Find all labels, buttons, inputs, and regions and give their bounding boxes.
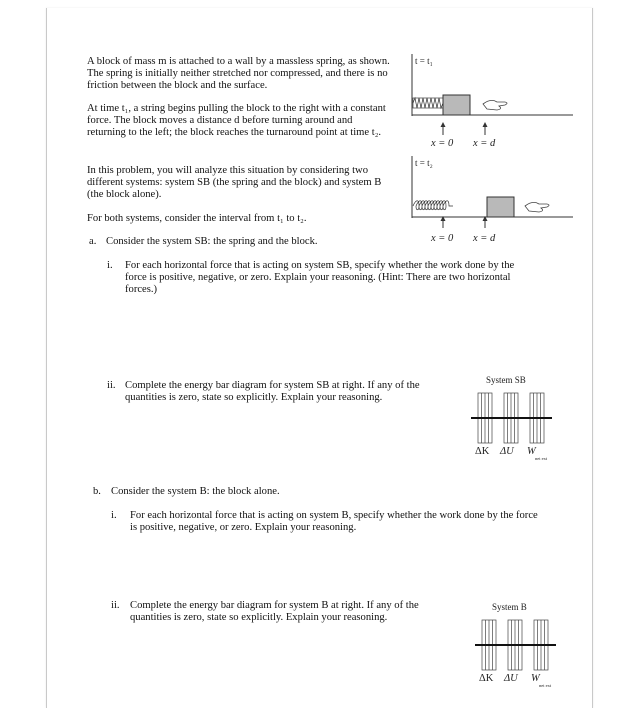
label-dk: ΔK	[479, 673, 494, 684]
diagram-title-b: System B	[492, 602, 527, 612]
x0-label-top: x = 0	[431, 138, 454, 147]
part-b-marker: b.	[93, 486, 101, 497]
part-b-ii-marker: ii.	[111, 600, 120, 611]
label-dk: ΔK	[475, 446, 490, 457]
energy-bar-diagram-sb[interactable]	[467, 371, 562, 466]
intro-paragraph-4: For both systems, consider the interval from t₁ to t₂.	[87, 213, 307, 224]
label-w-sub: net ext	[535, 456, 548, 461]
intro-paragraph-3: In this problem, you will analyze this situation by considering two different systems: system SB (the spring and the block) and system B (the block alone).	[87, 165, 382, 201]
part-b-title: Consider the system B: the block alone.	[111, 486, 280, 497]
diagram-title-sb: System SB	[486, 375, 526, 385]
worksheet-page	[46, 8, 593, 708]
label-w-sub: net ext	[539, 683, 552, 688]
spring-block-figure-t1	[405, 52, 577, 147]
x0-label-bottom: x = 0	[431, 233, 454, 244]
energy-bar-diagram-b[interactable]	[471, 598, 566, 693]
time-label-t2: t = t₂	[415, 158, 433, 168]
label-w: W	[531, 673, 540, 684]
xd-label-top: x = d	[473, 138, 496, 147]
time-label-t1: t = t₁	[415, 56, 433, 66]
part-b-i-marker: i.	[111, 510, 117, 521]
spring-block-figure-t2	[405, 154, 577, 246]
part-a-i-text: For each horizontal force that is acting on system SB, specify whether the work done by the force is positive, negative, or zero. Explain your reasoning. (Hint: There are two horizontal forces.)	[125, 260, 515, 296]
label-du: ΔU	[500, 446, 514, 457]
part-a-i-marker: i.	[107, 260, 113, 271]
part-b-i-text: For each horizontal force that is acting on system B, specify whether the work done by the force is positive, negative, or zero. Explain your reasoning.	[130, 510, 538, 534]
intro-paragraph-1: A block of mass m is attached to a wall by a massless spring, as shown. The spring is initially neither stretched nor compressed, and there is no friction between the block and the surface.	[87, 56, 390, 92]
label-du: ΔU	[504, 673, 518, 684]
part-a-marker: a.	[89, 236, 97, 247]
part-a-title: Consider the system SB: the spring and the block.	[106, 236, 318, 247]
part-b-ii-text: Complete the energy bar diagram for system B at right. If any of the quantities is zero, state so explicitly. Explain your reasoning.	[130, 600, 419, 624]
intro-paragraph-2: At time t₁, a string begins pulling the block to the right with a constant force. The block moves a distance d before turning around and returning to the left; the block reaches the turnaround point at time t₂.	[87, 103, 386, 139]
part-a-ii-text: Complete the energy bar diagram for system SB at right. If any of the quantities is zero, state so explicitly. Explain your reasoning.	[125, 380, 420, 404]
part-a-ii-marker: ii.	[107, 380, 116, 391]
xd-label-bottom: x = d	[473, 233, 496, 244]
label-w: W	[527, 446, 536, 457]
